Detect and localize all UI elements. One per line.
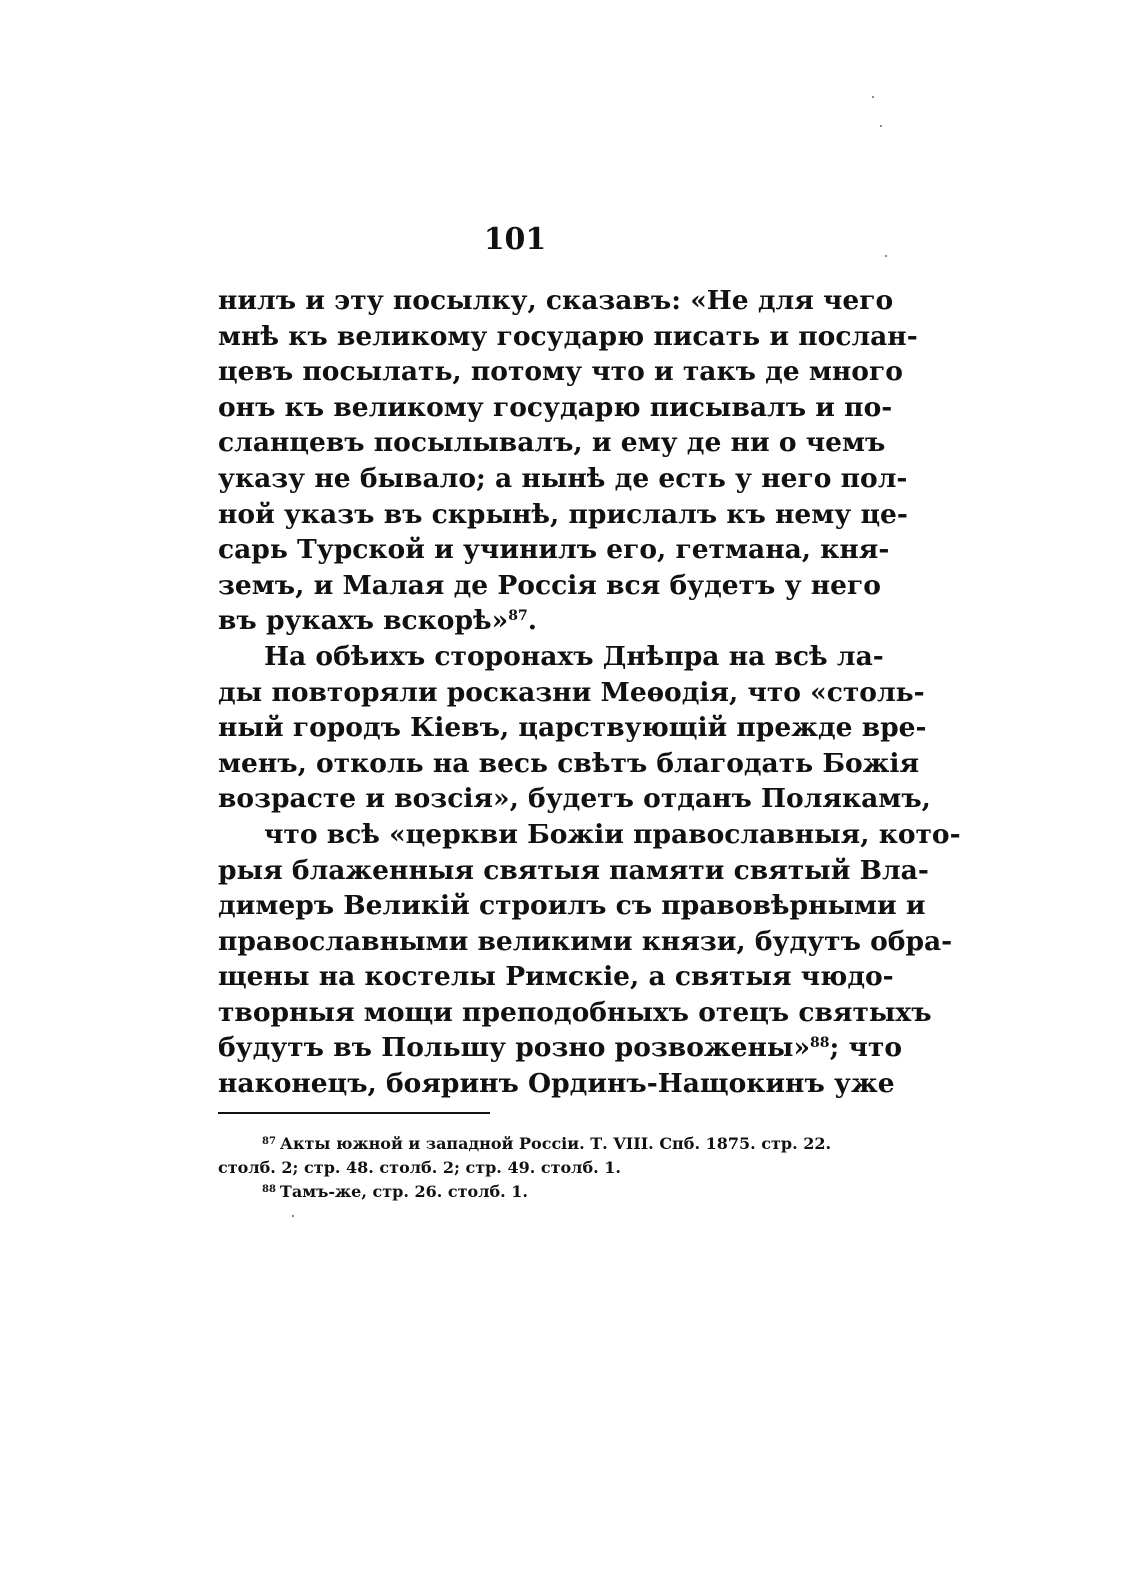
- text-line: [218, 461, 908, 497]
- text-line: [218, 497, 908, 533]
- footnote-reference: 88: [810, 1035, 830, 1052]
- text-line: [218, 781, 931, 817]
- text-line: [218, 639, 884, 675]
- text-line: [218, 924, 953, 960]
- text-line-content: рыя блаженныя святыя памяти святый Вла-: [218, 854, 929, 886]
- footnote-text: столб. 2; стр. 48. столб. 2; стр. 49. столб. 1.: [218, 1158, 621, 1177]
- text-line-content: земъ, и Малая де Россія вся будетъ у него: [218, 569, 881, 601]
- page-number: 101: [483, 222, 547, 257]
- text-line-content: онъ къ великому государю писывалъ и по-: [218, 391, 893, 423]
- text-line: [218, 959, 894, 995]
- text-line: [218, 1030, 902, 1066]
- footnote-mark: 88: [262, 1184, 276, 1195]
- text-line-content: указу не бывало; а нынѣ де есть у него пол-: [218, 462, 908, 494]
- text-line: [218, 1066, 895, 1102]
- text-line-content: сланцевъ посылывалъ, и ему де ни о чемъ: [218, 427, 886, 459]
- scan-speck: [872, 96, 874, 98]
- text-line-content: въ рукахъ вскорѣ»: [218, 605, 509, 637]
- text-line: [218, 532, 890, 568]
- text-line: [218, 888, 926, 924]
- text-line: [218, 390, 893, 426]
- text-line: [218, 710, 927, 746]
- text-line: [218, 995, 932, 1031]
- text-line: [218, 603, 810, 639]
- footnotes: [218, 1132, 832, 1204]
- text-line-content: цевъ посылать, потому что и такъ де много: [218, 356, 903, 388]
- body-text: [218, 283, 961, 1102]
- text-line-content: щены на костелы Римскіе, а святыя чюдо-: [218, 961, 894, 993]
- footnote-text: Тамъ-же, стр. 26. столб. 1.: [279, 1182, 528, 1201]
- text-line: [218, 568, 881, 604]
- text-line-content: что всѣ «церкви Божіи православныя, кото-: [264, 818, 961, 850]
- text-line-content: мнѣ къ великому государю писать и послан-: [218, 320, 918, 352]
- footnote-line: [218, 1132, 832, 1156]
- text-line: [218, 283, 894, 319]
- text-line-content: димеръ Великій строилъ съ правовѣрными и: [218, 890, 926, 922]
- scan-speck: [292, 1215, 294, 1217]
- text-line-content: ной указъ въ скрынѣ, прислалъ къ нему це-: [218, 498, 908, 530]
- text-line-content: возрасте и возсія», будетъ отданъ Полякамъ,: [218, 783, 931, 815]
- footnote-line: [218, 1156, 810, 1180]
- text-line-content: будутъ въ Польшу розно розвожены»: [218, 1032, 811, 1064]
- footnote-rule: [218, 1112, 490, 1114]
- text-line-tail: ; что: [829, 1032, 902, 1064]
- text-line: [218, 853, 929, 889]
- text-line-content: На обѣихъ сторонахъ Днѣпра на всѣ ла-: [264, 640, 884, 672]
- text-line: [218, 319, 918, 355]
- text-line: [218, 425, 886, 461]
- text-line-content: менъ, отколь на весь свѣтъ благодать Божія: [218, 747, 920, 779]
- text-line-content: творныя мощи преподобныхъ отецъ святыхъ: [218, 996, 932, 1028]
- scan-speck: [885, 255, 887, 257]
- text-line-content: ды повторяли росказни Меѳодія, что «столь-: [218, 676, 925, 708]
- text-line-content: сарь Турской и учинилъ его, гетмана, кня-: [218, 534, 890, 566]
- text-line: [218, 817, 961, 853]
- footnote-text: Акты южной и западной Россіи. Т. VIII. Спб. 1875. стр. 22.: [279, 1134, 832, 1153]
- footnote-line: [218, 1180, 810, 1204]
- text-line-content: ный городъ Кіевъ, царствующій прежде вре-: [218, 712, 927, 744]
- scan-speck: [880, 125, 882, 127]
- footnote-reference: 87: [508, 608, 528, 625]
- text-line-tail: .: [527, 605, 537, 637]
- footnote-mark: 87: [262, 1136, 276, 1147]
- text-line-content: православными великими князи, будутъ обра-: [218, 925, 953, 957]
- text-line: [218, 746, 920, 782]
- text-line-content: нилъ и эту посылку, сказавъ: «Не для чего: [218, 285, 894, 316]
- text-line: [218, 675, 925, 711]
- text-line: [218, 354, 903, 390]
- text-line-content: наконецъ, бояринъ Ординъ-Нащокинъ уже: [218, 1068, 895, 1100]
